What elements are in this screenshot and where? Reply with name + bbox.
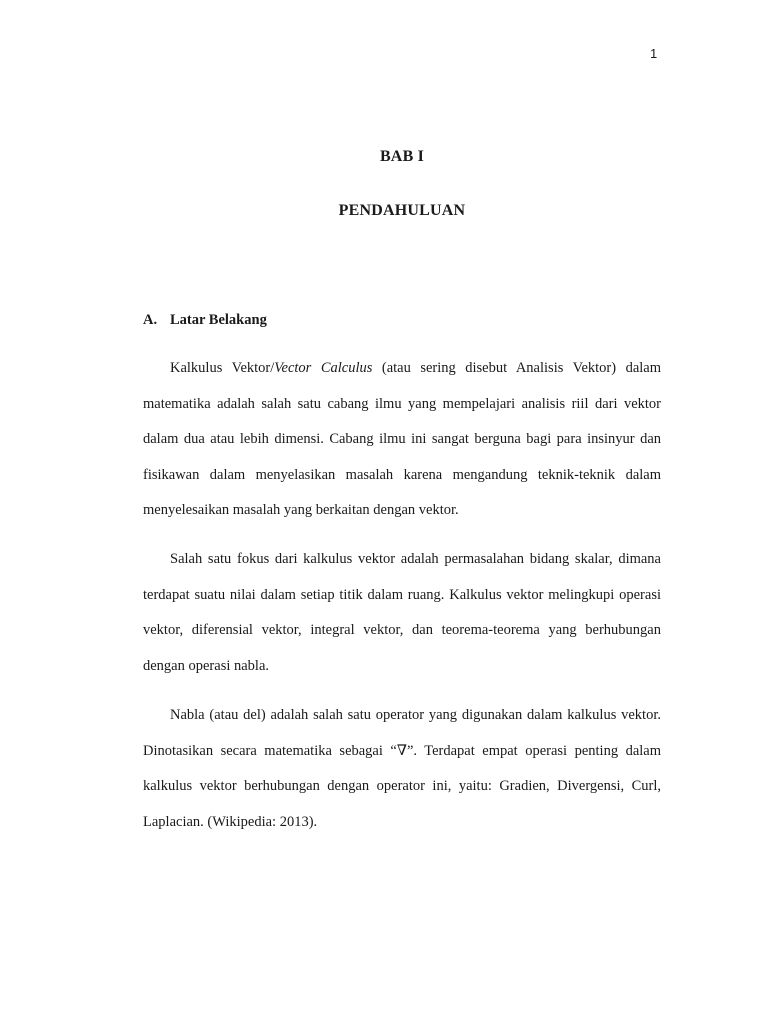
section-heading <box>143 312 267 329</box>
paragraph-2: Salah satu fokus dari kalkulus vektor adalah permasalahan bidang skalar, dimana terdapat suatu nilai dalam setiap titik dalam ruang. Kalkulus vektor melingkupi operasi vektor, diferensial vektor, integral vektor, dan teorema-teorema yang berhubungan dengan operasi nabla. <box>143 551 661 674</box>
chapter-subtitle: PENDAHULUAN <box>338 202 466 219</box>
paragraph-1-body: (atau sering disebut Analisis Vektor) dalam matematika adalah salah satu cabang ilmu yang mempelajari analisis riil dari vektor dalam dua atau lebih dimensi. Cabang ilmu ini sangat berguna bagi para insinyur dan fisikawan dalam menyelasikan masalah karena mengandung teknik-teknik dalam menyelesaikan masalah yang berkaitan dengan vektor. <box>143 360 661 518</box>
paragraph-1-lead: Kalkulus Vektor/ <box>170 360 275 376</box>
paragraph-3: Nabla (atau del) adalah salah satu operator yang digunakan dalam kalkulus vektor. Dinotasikan secara matematika sebagai “∇”. Terdapat empat operasi penting dalam kalkulus vektor berhubungan dengan operator ini, yaitu: Gradien, Divergensi, Curl, Laplacian. (Wikipedia: 2013). <box>143 707 661 830</box>
section-number: A. <box>143 312 158 328</box>
paragraph-1-italic-term: Vector Calculus <box>274 360 373 376</box>
chapter-title: BAB I <box>379 148 425 165</box>
page-number: 1 <box>650 46 658 61</box>
section-heading-text: Latar Belakang <box>170 312 267 328</box>
paragraph-1 <box>143 351 661 529</box>
